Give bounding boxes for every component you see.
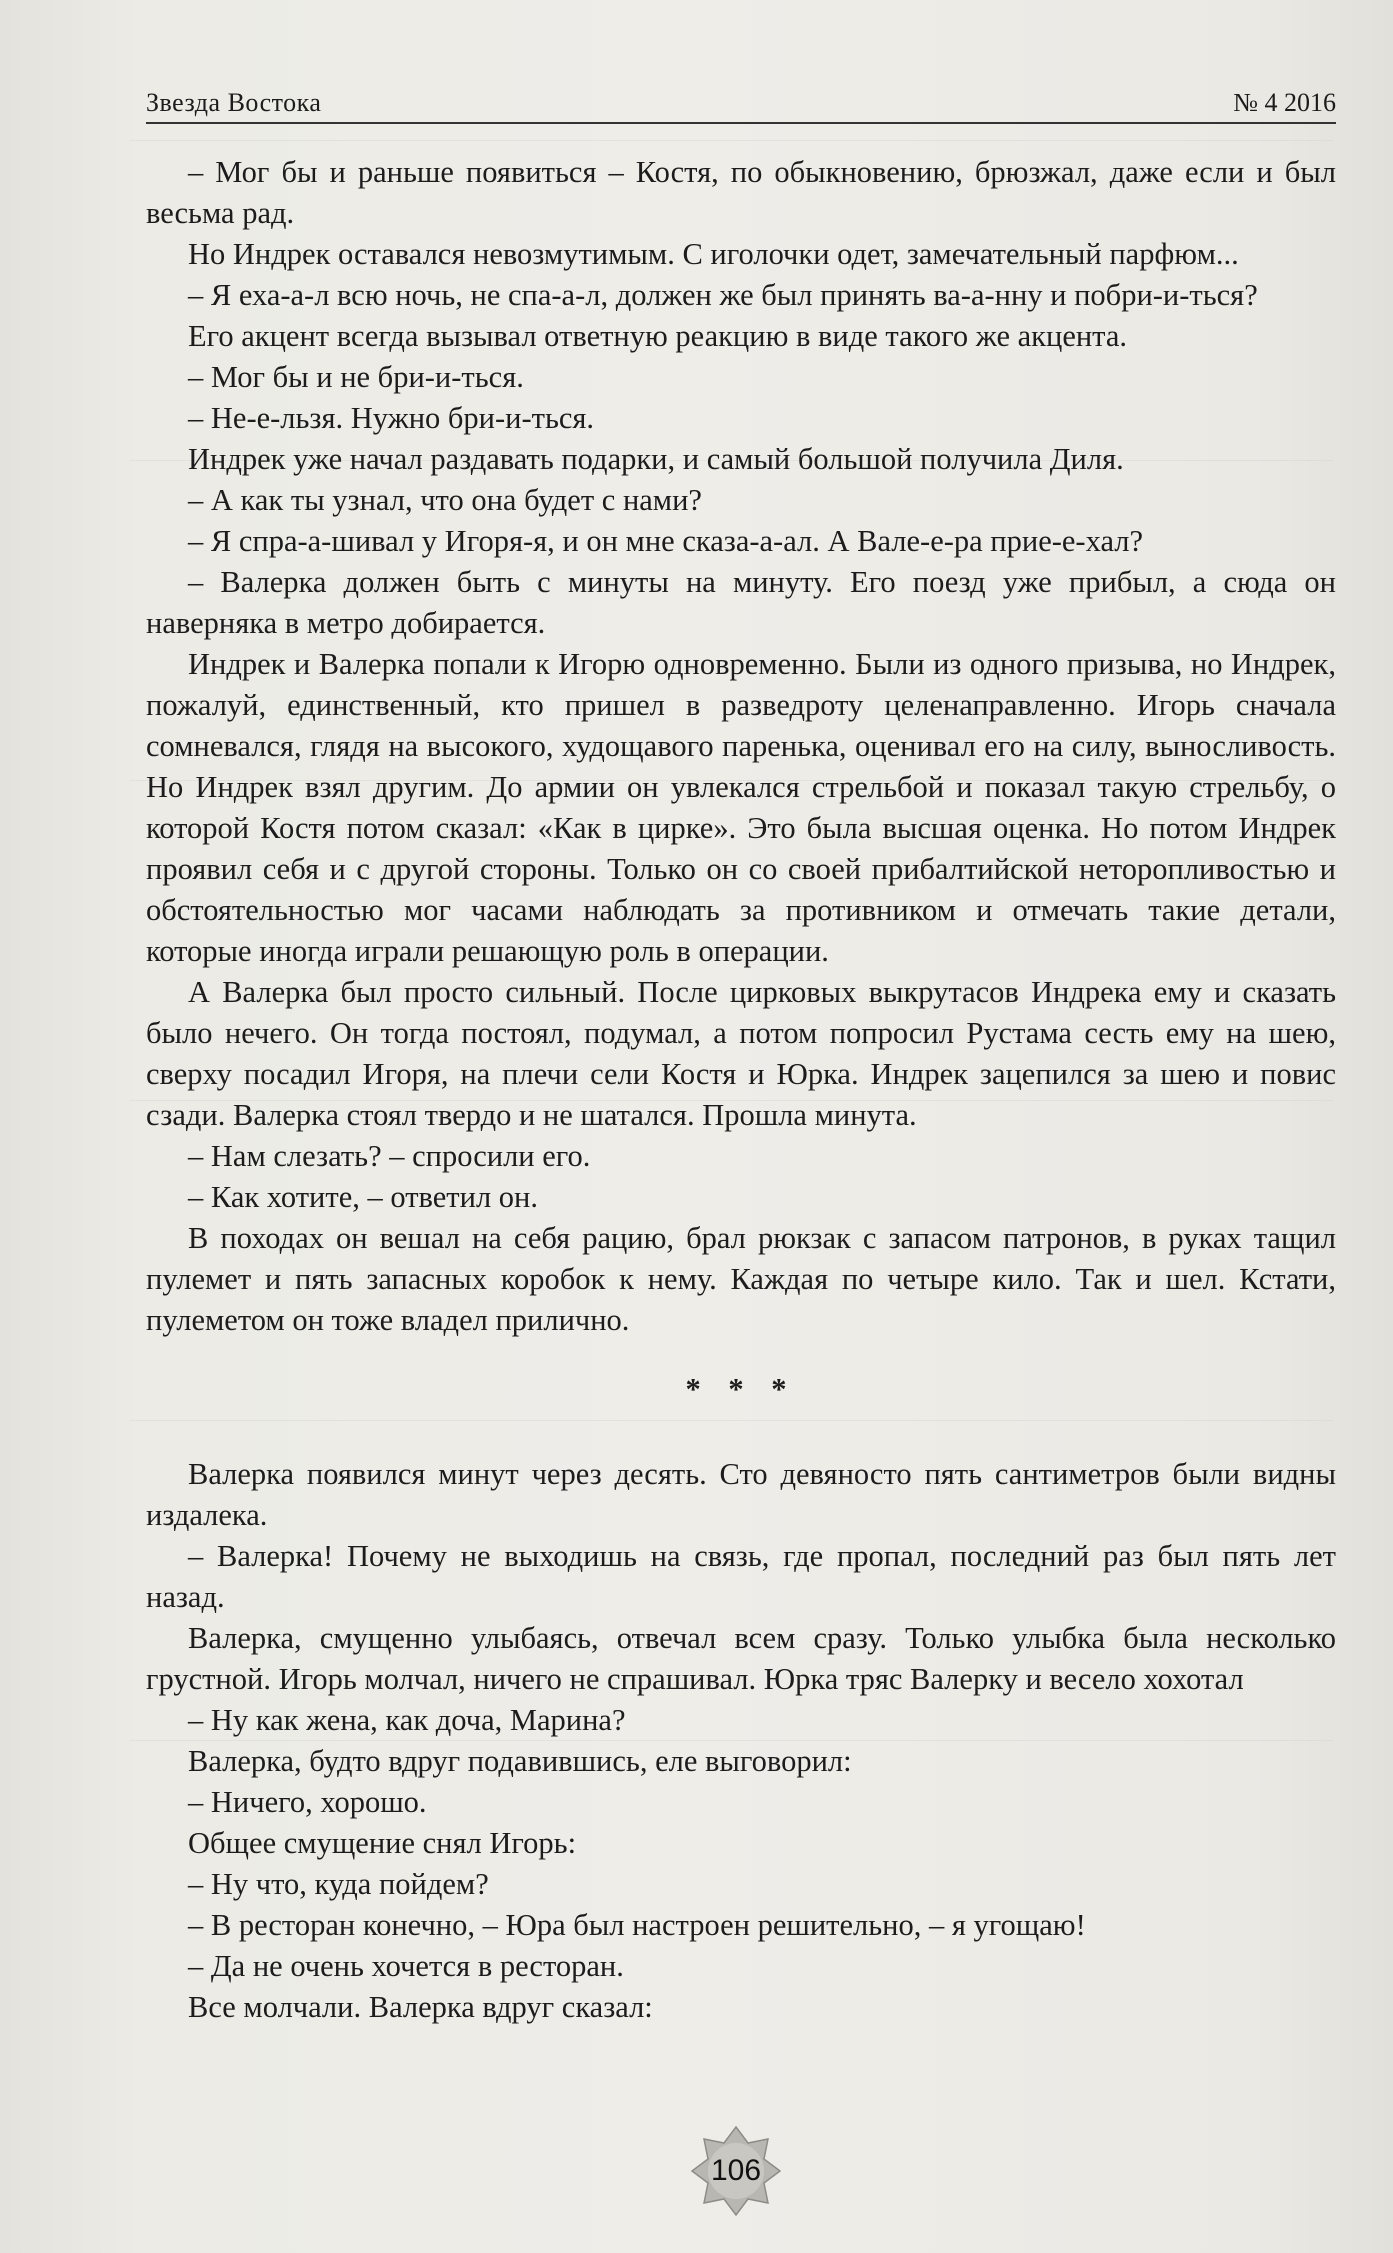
paragraph: – Ну как жена, как доча, Марина? xyxy=(188,1703,626,1737)
paragraph: – Валерка! Почему не выходишь на связь, где пропал, последний раз был пять лет назад. xyxy=(146,1539,1336,1614)
paragraph: Все молчали. Валерка вдруг сказал: xyxy=(188,1990,653,2024)
paragraph: Валерка появился минут через десять. Сто девяносто пять сантиметров были видны издалека. xyxy=(146,1457,1336,1532)
paragraph: А Валерка был просто сильный. После цирковых выкрутасов Индрека ему и сказать было нечего. Он тогда постоял, подумал, а потом попросил Рустама сесть ему на шею, сверху посадил Игоря, на плечи сели Костя и Юрка. Индрек зацепился за шею и повис сзади. Валерка стоял твердо и не шатался. Прошла минута. xyxy=(146,975,1336,1132)
paragraph: Но Индрек оставался невозмутимым. С иголочки одет, замечательный парфюм... xyxy=(188,237,1239,271)
page-number-badge xyxy=(690,2125,782,2217)
running-header xyxy=(146,82,1336,124)
page-number: 106 xyxy=(710,2154,762,2187)
paragraph: – Как хотите, – ответил он. xyxy=(188,1180,539,1214)
journal-title: Звезда Востока xyxy=(146,88,322,117)
paragraph: – Валерка должен быть с минуты на минуту. Его поезд уже прибыл, а сюда он наверняка в метро добирается. xyxy=(146,565,1336,640)
paragraph: Валерка, будто вдруг подавившись, еле выговорил: xyxy=(188,1744,852,1778)
paragraph: Его акцент всегда вызывал ответную реакцию в виде такого же акцента. xyxy=(188,319,1128,353)
paragraph: Общее смущение снял Игорь: xyxy=(188,1826,577,1860)
paragraph: – А как ты узнал, что она будет с нами? xyxy=(188,483,702,517)
paragraph: Валерка, смущенно улыбаясь, отвечал всем сразу. Только улыбка была несколько грустной. Игорь молчал, ничего не спрашивал. Юрка тряс Валерку и весело хохотал xyxy=(146,1621,1336,1696)
paragraph: – Не-е-льзя. Нужно бри-и-ться. xyxy=(188,401,595,435)
paragraph: – Я спра-а-шивал у Игоря-я, и он мне сказа-а-ал. А Вале-е-ра прие-е-хал? xyxy=(188,524,1144,558)
paragraph: – Да не очень хочется в ресторан. xyxy=(188,1949,624,1983)
paragraph: Индрек уже начал раздавать подарки, и самый большой получила Диля. xyxy=(188,442,1124,476)
paragraph: – Ну что, куда пойдем? xyxy=(188,1867,489,1901)
show-through-line xyxy=(130,140,1333,141)
paragraph: В походах он вешал на себя рацию, брал рюкзак с запасом патронов, в руках тащил пулемет и пять запасных коробок к нему. Каждая по четыре кило. Так и шел. Кстати, пулеметом он тоже владел прилично. xyxy=(146,1221,1336,1337)
paragraph: – Мог бы и не бри-и-ться. xyxy=(188,360,524,394)
paragraph: – Мог бы и раньше появиться – Костя, по обыкновению, брюзжал, даже если и был весьма рад. xyxy=(146,155,1336,230)
paragraph: Индрек и Валерка попали к Игорю одновременно. Были из одного призыва, но Индрек, пожалуй, единственный, кто пришел в разведроту целенаправленно. Игорь сначала сомневался, глядя на высокого, худощавого паренька, оценивал его на силу, выносливость. Но Индрек взял другим. До армии он увлекался стрельбой и показал такую стрельбу, о которой Костя потом сказал: «Как в цирке». Это была высшая оценка. Но потом Индрек проявил себя и с другой стороны. Только он со своей прибалтийской неторопливостью и обстоятельностью мог часами наблюдать за противником и отмечать такие детали, которые иногда играли решающую роль в операции. xyxy=(146,647,1336,968)
body-text xyxy=(146,152,1336,2028)
paragraph: – В ресторан конечно, – Юра был настроен решительно, – я угощаю! xyxy=(188,1908,1086,1942)
paragraph: – Ничего, хорошо. xyxy=(188,1785,427,1819)
section-divider: * * * xyxy=(685,1372,797,1406)
paragraph: – Нам слезать? – спросили его. xyxy=(188,1139,591,1173)
issue-number: № 4 2016 xyxy=(1233,88,1336,117)
paragraph: – Я еха-а-л всю ночь, не спа-а-л, должен же был принять ва-а-нну и побри-и-ться? xyxy=(188,278,1258,312)
